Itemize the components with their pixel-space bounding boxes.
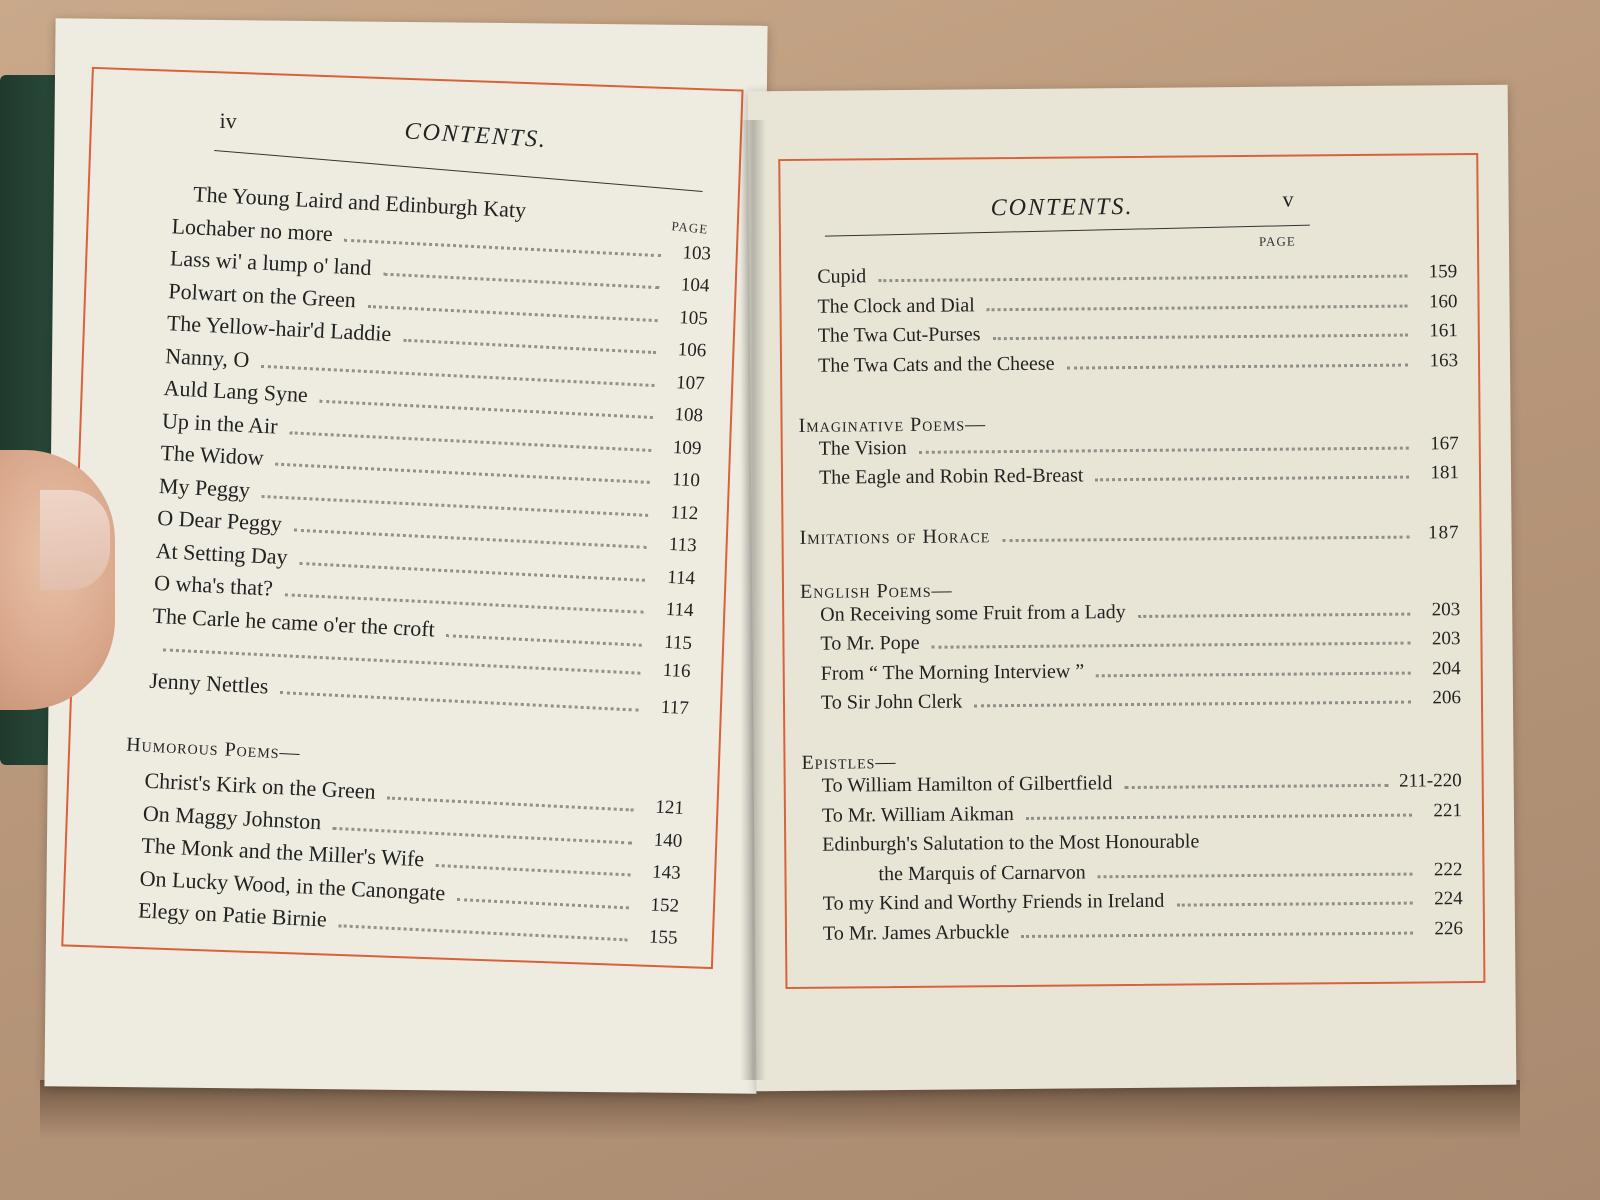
toc-entry-page: 222 <box>1433 858 1463 880</box>
toc-entry-page: 140 <box>653 829 683 852</box>
toc-entry-title: On Lucky Wood, in the Canongate <box>139 864 446 905</box>
book-spine <box>740 120 766 1080</box>
toc-entry-title: The Twa Cut-Purses <box>817 323 981 347</box>
toc-entry-page: 159 <box>1428 261 1458 283</box>
toc-entry-page: 112 <box>669 501 699 524</box>
toc-dot-leader <box>1026 813 1412 819</box>
toc-dot-leader <box>1176 902 1412 907</box>
left-page-header: CONTENTS. <box>403 118 548 154</box>
toc-entry-page <box>526 218 566 220</box>
toc-entry-page: 115 <box>663 631 693 654</box>
toc-entry-page: 221 <box>1433 799 1463 821</box>
toc-dot-leader <box>1021 931 1413 937</box>
toc-entry-page: 110 <box>671 469 701 492</box>
toc-entry-title: The Monk and the Miller's Wife <box>140 832 425 872</box>
right-toc <box>797 260 1463 952</box>
toc-entry-title: To Mr. William Aikman <box>821 802 1014 827</box>
toc-entry-title: The Twa Cats and the Cheese <box>817 352 1055 377</box>
toc-entry-page: 106 <box>677 339 707 362</box>
toc-entry-title: Jenny Nettles <box>148 667 270 699</box>
toc-entry-title: At Setting Day <box>155 537 289 569</box>
toc-dot-leader <box>987 304 1408 311</box>
toc-entry-page: 143 <box>651 861 682 884</box>
toc-dot-leader <box>932 642 1411 649</box>
section-heading-text: Imitations of Horace <box>799 525 991 549</box>
toc-dot-leader <box>436 864 631 877</box>
toc-dot-leader <box>878 275 1407 283</box>
toc-entry-title: Auld Lang Syne <box>163 375 309 408</box>
toc-dot-leader <box>1098 872 1413 878</box>
toc-entry-page: 206 <box>1432 687 1462 709</box>
toc-entry-page: 104 <box>680 274 710 297</box>
toc-entry-title: Polwart on the Green <box>167 277 357 312</box>
right-page <box>748 85 1517 1092</box>
toc-entry-page: 203 <box>1431 628 1461 650</box>
toc-entry-page: 181 <box>1430 462 1460 484</box>
toc-entry-title: The Clock and Dial <box>817 293 975 318</box>
toc-entry-page: 103 <box>681 241 712 265</box>
toc-entry-title: My Peggy <box>158 472 251 502</box>
left-page-label: PAGE <box>670 218 709 237</box>
section-humorous-poems: Humorous Poems— <box>125 733 302 765</box>
toc-dot-leader <box>344 238 661 256</box>
toc-dot-leader <box>319 400 653 419</box>
toc-entry-page: 163 <box>1429 349 1459 371</box>
toc-entry-page: 155 <box>648 926 678 949</box>
toc-entry-page: 161 <box>1429 320 1458 342</box>
right-page-label: PAGE <box>1258 233 1296 249</box>
toc-entry-title: Cupid <box>817 265 867 288</box>
toc-dot-leader <box>367 304 657 321</box>
toc-entry-page: 105 <box>678 306 709 330</box>
right-page-header: CONTENTS. <box>990 193 1134 222</box>
toc-entry-page: 113 <box>668 533 698 557</box>
toc-entry-title: O Dear Peggy <box>156 504 283 536</box>
right-page-number: v <box>1282 186 1294 212</box>
toc-dot-leader <box>1067 363 1409 369</box>
toc-dot-leader <box>446 634 641 647</box>
toc-entry-title: Nanny, O <box>164 342 250 372</box>
toc-entry-title: Up in the Air <box>161 407 279 439</box>
toc-entry-title: The Vision <box>818 436 907 460</box>
section-page: 187 <box>1427 522 1460 544</box>
toc-dot-leader <box>457 898 629 909</box>
toc-entry-page: 211-220 <box>1398 770 1462 792</box>
toc-entry-page: 117 <box>660 696 690 719</box>
toc-entry-title: On Receiving some Fruit from a Lady <box>820 600 1126 626</box>
toc-entry-title: O wha's that? <box>153 569 274 601</box>
toc-entry-title: The Widow <box>159 440 265 471</box>
section-entries <box>799 432 1459 497</box>
toc-entry-title: Elegy on Patie Birnie <box>137 897 328 932</box>
toc-dot-leader <box>1095 476 1409 482</box>
toc-entry-title: To Sir John Clerk <box>820 690 963 714</box>
toc-entry-page: 109 <box>672 436 702 459</box>
toc-entry-page: 121 <box>654 796 685 819</box>
toc-dot-leader <box>1096 671 1411 677</box>
toc-entry-title: The Eagle and Robin Red-Breast <box>818 464 1084 489</box>
toc-entry-page: 152 <box>650 893 680 917</box>
toc-entry-title: The Carle he came o'er the croft <box>152 602 436 642</box>
toc-entry-title: the Marquis of Carnarvon <box>878 860 1086 885</box>
toc-dot-leader <box>1138 612 1411 617</box>
toc-dot-leader <box>992 334 1407 341</box>
toc-entry-title: Lochaber no more <box>171 212 334 246</box>
section-entries <box>802 769 1464 952</box>
toc-entry-title: From “ The Morning Interview ” <box>820 659 1085 685</box>
thumbnail-nail <box>40 490 110 590</box>
toc-entry-title: To my Kind and Worthy Friends in Ireland <box>822 889 1165 915</box>
toc-entry-page: 203 <box>1431 598 1461 620</box>
left-page <box>44 18 767 1093</box>
toc-dot-leader <box>919 446 1409 453</box>
toc-entry-title: On Maggy Johnston <box>142 800 322 834</box>
toc-dot-leader <box>383 273 659 289</box>
toc-entry-title: The Yellow-hair'd Laddie <box>166 310 392 347</box>
section-entries <box>800 598 1461 722</box>
toc-entry-page: 107 <box>675 371 706 394</box>
toc-dot-leader <box>403 339 656 354</box>
section-heading-text: English Poems— <box>799 579 953 603</box>
toc-entry-page: 114 <box>665 598 695 622</box>
toc-entry-title: To Mr. James Arbuckle <box>822 920 1010 945</box>
toc-entry-page: 204 <box>1432 657 1461 679</box>
toc-dot-leader <box>299 561 645 581</box>
toc-entry-page: 160 <box>1428 290 1458 312</box>
toc-dot-leader <box>1002 536 1409 543</box>
toc-dot-leader <box>333 826 632 844</box>
toc-entry-title: Edinburgh's Salutation to the Most Honourable <box>822 830 1200 856</box>
toc-dot-leader <box>338 924 627 941</box>
section-heading-text: Imaginative Poems— <box>798 412 987 437</box>
toc-entry-page: 108 <box>674 404 704 427</box>
toc-entry-page: 167 <box>1430 432 1459 454</box>
toc-entry-page: 116 <box>662 659 692 683</box>
toc-dot-leader <box>387 796 634 811</box>
toc-entry-title: To William Hamilton of Gilbertfield <box>821 772 1113 797</box>
toc-entry-page: 226 <box>1434 917 1464 939</box>
toc-entry-title: Christ's Kirk on the Green <box>143 767 377 804</box>
toc-entry-page: 114 <box>666 566 696 589</box>
toc-entry-page: 224 <box>1434 888 1463 910</box>
toc-entry <box>823 917 1463 952</box>
left-toc <box>117 179 713 956</box>
left-page-number: iv <box>219 108 237 134</box>
toc-dot-leader <box>974 701 1411 708</box>
toc-entry-title: Lass wi' a lump o' land <box>169 245 373 281</box>
toc-dot-leader <box>1124 784 1389 789</box>
toc-entry-title: The Young Laird and Edinburgh Katy <box>192 181 527 223</box>
toc-entry-title: To Mr. Pope <box>820 631 920 655</box>
section-heading-text: Epistles— <box>801 751 897 774</box>
